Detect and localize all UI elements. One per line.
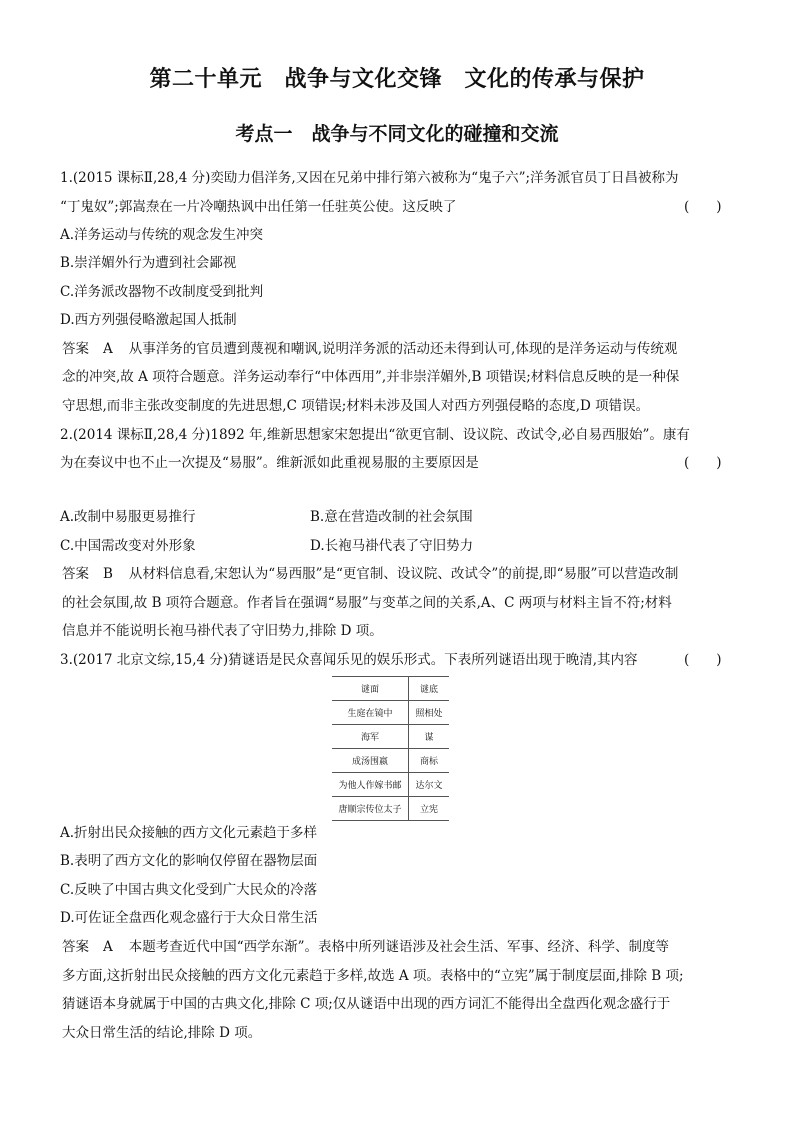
table-cell: 海军 (332, 725, 409, 749)
table-row (332, 725, 449, 749)
q2-option-d: D.长袍马褂代表了守旧势力 (310, 538, 474, 554)
table-cell: 照相处 (409, 701, 450, 725)
q1-option-d: D.西方列强侵略激起国人抵制 (60, 312, 237, 328)
q1-stem-line-1: 1.(2015 课标Ⅱ,28,4 分)奕劻力倡洋务,又因在兄弟中排行第六被称为“鬼子六”;洋务派官员丁日昌被称为 (60, 170, 679, 186)
table-cell: 谋 (409, 725, 450, 749)
q1-analysis-line-2: 念的冲突,故 A 项符合题意。洋务运动奉行“中体西用”,并非崇洋媚外,B 项错误;材料信息反映的是一种保 (62, 369, 680, 385)
q2-stem-line-1: 2.(2014 课标Ⅱ,28,4 分)1892 年,维新思想家宋恕提出“欲更官制、设议院、改试令,必自易西服始”。康有 (60, 427, 690, 443)
q1-answer-paren: ( ) (684, 199, 722, 215)
q3-analysis-line-4: 大众日常生活的结论,排除 D 项。 (62, 1025, 262, 1041)
q2-analysis-text-1: 从材料信息看,宋恕认为“易西服”是“更官制、设议院、改试令”的前提,即“易服”可以营造改制 (128, 566, 679, 582)
q2-option-b: B.意在营造改制的社会氛围 (310, 509, 473, 525)
table-row (332, 773, 449, 797)
q3-answer-paren: ( ) (684, 652, 722, 668)
q3-option-d: D.可佐证全盘西化观念盛行于大众日常生活 (60, 910, 318, 926)
table-header-row (332, 677, 449, 701)
q1-option-a: A.洋务运动与传统的观念发生冲突 (60, 227, 264, 243)
q3-option-b: B.表明了西方文化的影响仅停留在器物层面 (60, 853, 318, 869)
table-cell: 为他人作嫁书邮 (332, 773, 409, 797)
q2-analysis-line-3: 信息并不能说明长袍马褂代表了守旧势力,排除 D 项。 (62, 623, 383, 639)
table-cell: 唐顺宗传位太子 (332, 797, 409, 821)
q3-stem-line-1: 3.(2017 北京文综,15,4 分)猜谜语是民众喜闻乐见的娱乐形式。下表所列谜语出现于晚清,其内容 (60, 652, 638, 668)
q3-analysis-line-2: 多方面,这折射出民众接触的西方文化元素趋于多样,故选 A 项。表格中的“立宪”属于制度层面,排除 B 项; (62, 968, 684, 984)
q3-option-c: C.反映了中国古典文化受到广大民众的冷落 (60, 882, 318, 898)
table-cell: 成汤围嬴 (332, 749, 409, 773)
q2-analysis-line-1 (62, 564, 742, 584)
q1-stem-line-2: “丁鬼奴”;郭嵩焘在一片冷嘲热讽中出任第一任驻英公使。这反映了 (60, 199, 457, 215)
q2-answer-paren: ( ) (684, 455, 722, 471)
table-header-cell: 谜底 (409, 677, 450, 701)
q2-option-c: C.中国需改变对外形象 (60, 538, 196, 554)
q2-options-row-1 (60, 507, 740, 527)
q3-option-a: A.折射出民众接触的西方文化元素趋于多样 (60, 825, 318, 841)
q3-analysis-line-3: 猜谜语本身就属于中国的古典文化,排除 C 项;仅从谜语中出现的西方词汇不能得出全盘西化观念盛行于 (62, 996, 671, 1012)
table-row (332, 749, 449, 773)
answer-label: 答案 (62, 341, 89, 357)
q2-options-row-2 (60, 536, 740, 556)
table-cell: 商标 (409, 749, 450, 773)
q2-option-a: A.改制中易服更易推行 (60, 509, 196, 525)
q1-option-b: B.崇洋媚外行为遭到社会鄙视 (60, 255, 237, 271)
q1-analysis-line-1 (62, 339, 742, 359)
table-row (332, 797, 449, 821)
q3-analysis-line-1 (62, 937, 742, 957)
q3-analysis-text-1: 本题考查近代中国“西学东渐”。表格中所列谜语涉及社会生活、军事、经济、科学、制度等 (128, 939, 670, 955)
unit-title: 第二十单元 战争与文化交锋 文化的传承与保护 (149, 67, 645, 92)
table-cell: 立宪 (409, 797, 450, 821)
q2-analysis-line-2: 的社会氛围,故 B 项符合题意。作者旨在强调“易服”与变革之间的关系,A、C 两项与材料主旨不符;材料 (62, 595, 672, 611)
section-title: 考点一 战争与不同文化的碰撞和交流 (235, 123, 559, 145)
riddle-table (332, 676, 449, 821)
q1-answer-key: A (103, 341, 113, 357)
answer-label: 答案 (62, 939, 89, 955)
q2-answer-key: B (103, 566, 113, 582)
q2-stem-line-2: 为在奏议中也不止一次提及“易服”。维新派如此重视易服的主要原因是 (60, 455, 479, 471)
q1-analysis-text-1: 从事洋务的官员遭到蔑视和嘲讽,说明洋务派的活动还未得到认可,体现的是洋务运动与传统观 (128, 341, 678, 357)
table-cell: 生庭在镜中 (332, 701, 409, 725)
table-header-cell: 谜面 (332, 677, 409, 701)
table-cell: 达尔文 (409, 773, 450, 797)
q1-analysis-line-3: 守思想,而非主张改变制度的先进思想,C 项错误;材料未涉及国人对西方列强侵略的态度,D 项错误。 (62, 398, 650, 414)
table-row (332, 701, 449, 725)
answer-label: 答案 (62, 566, 89, 582)
q3-answer-key: A (103, 939, 113, 955)
q1-option-c: C.洋务派改器物不改制度受到批判 (60, 284, 264, 300)
